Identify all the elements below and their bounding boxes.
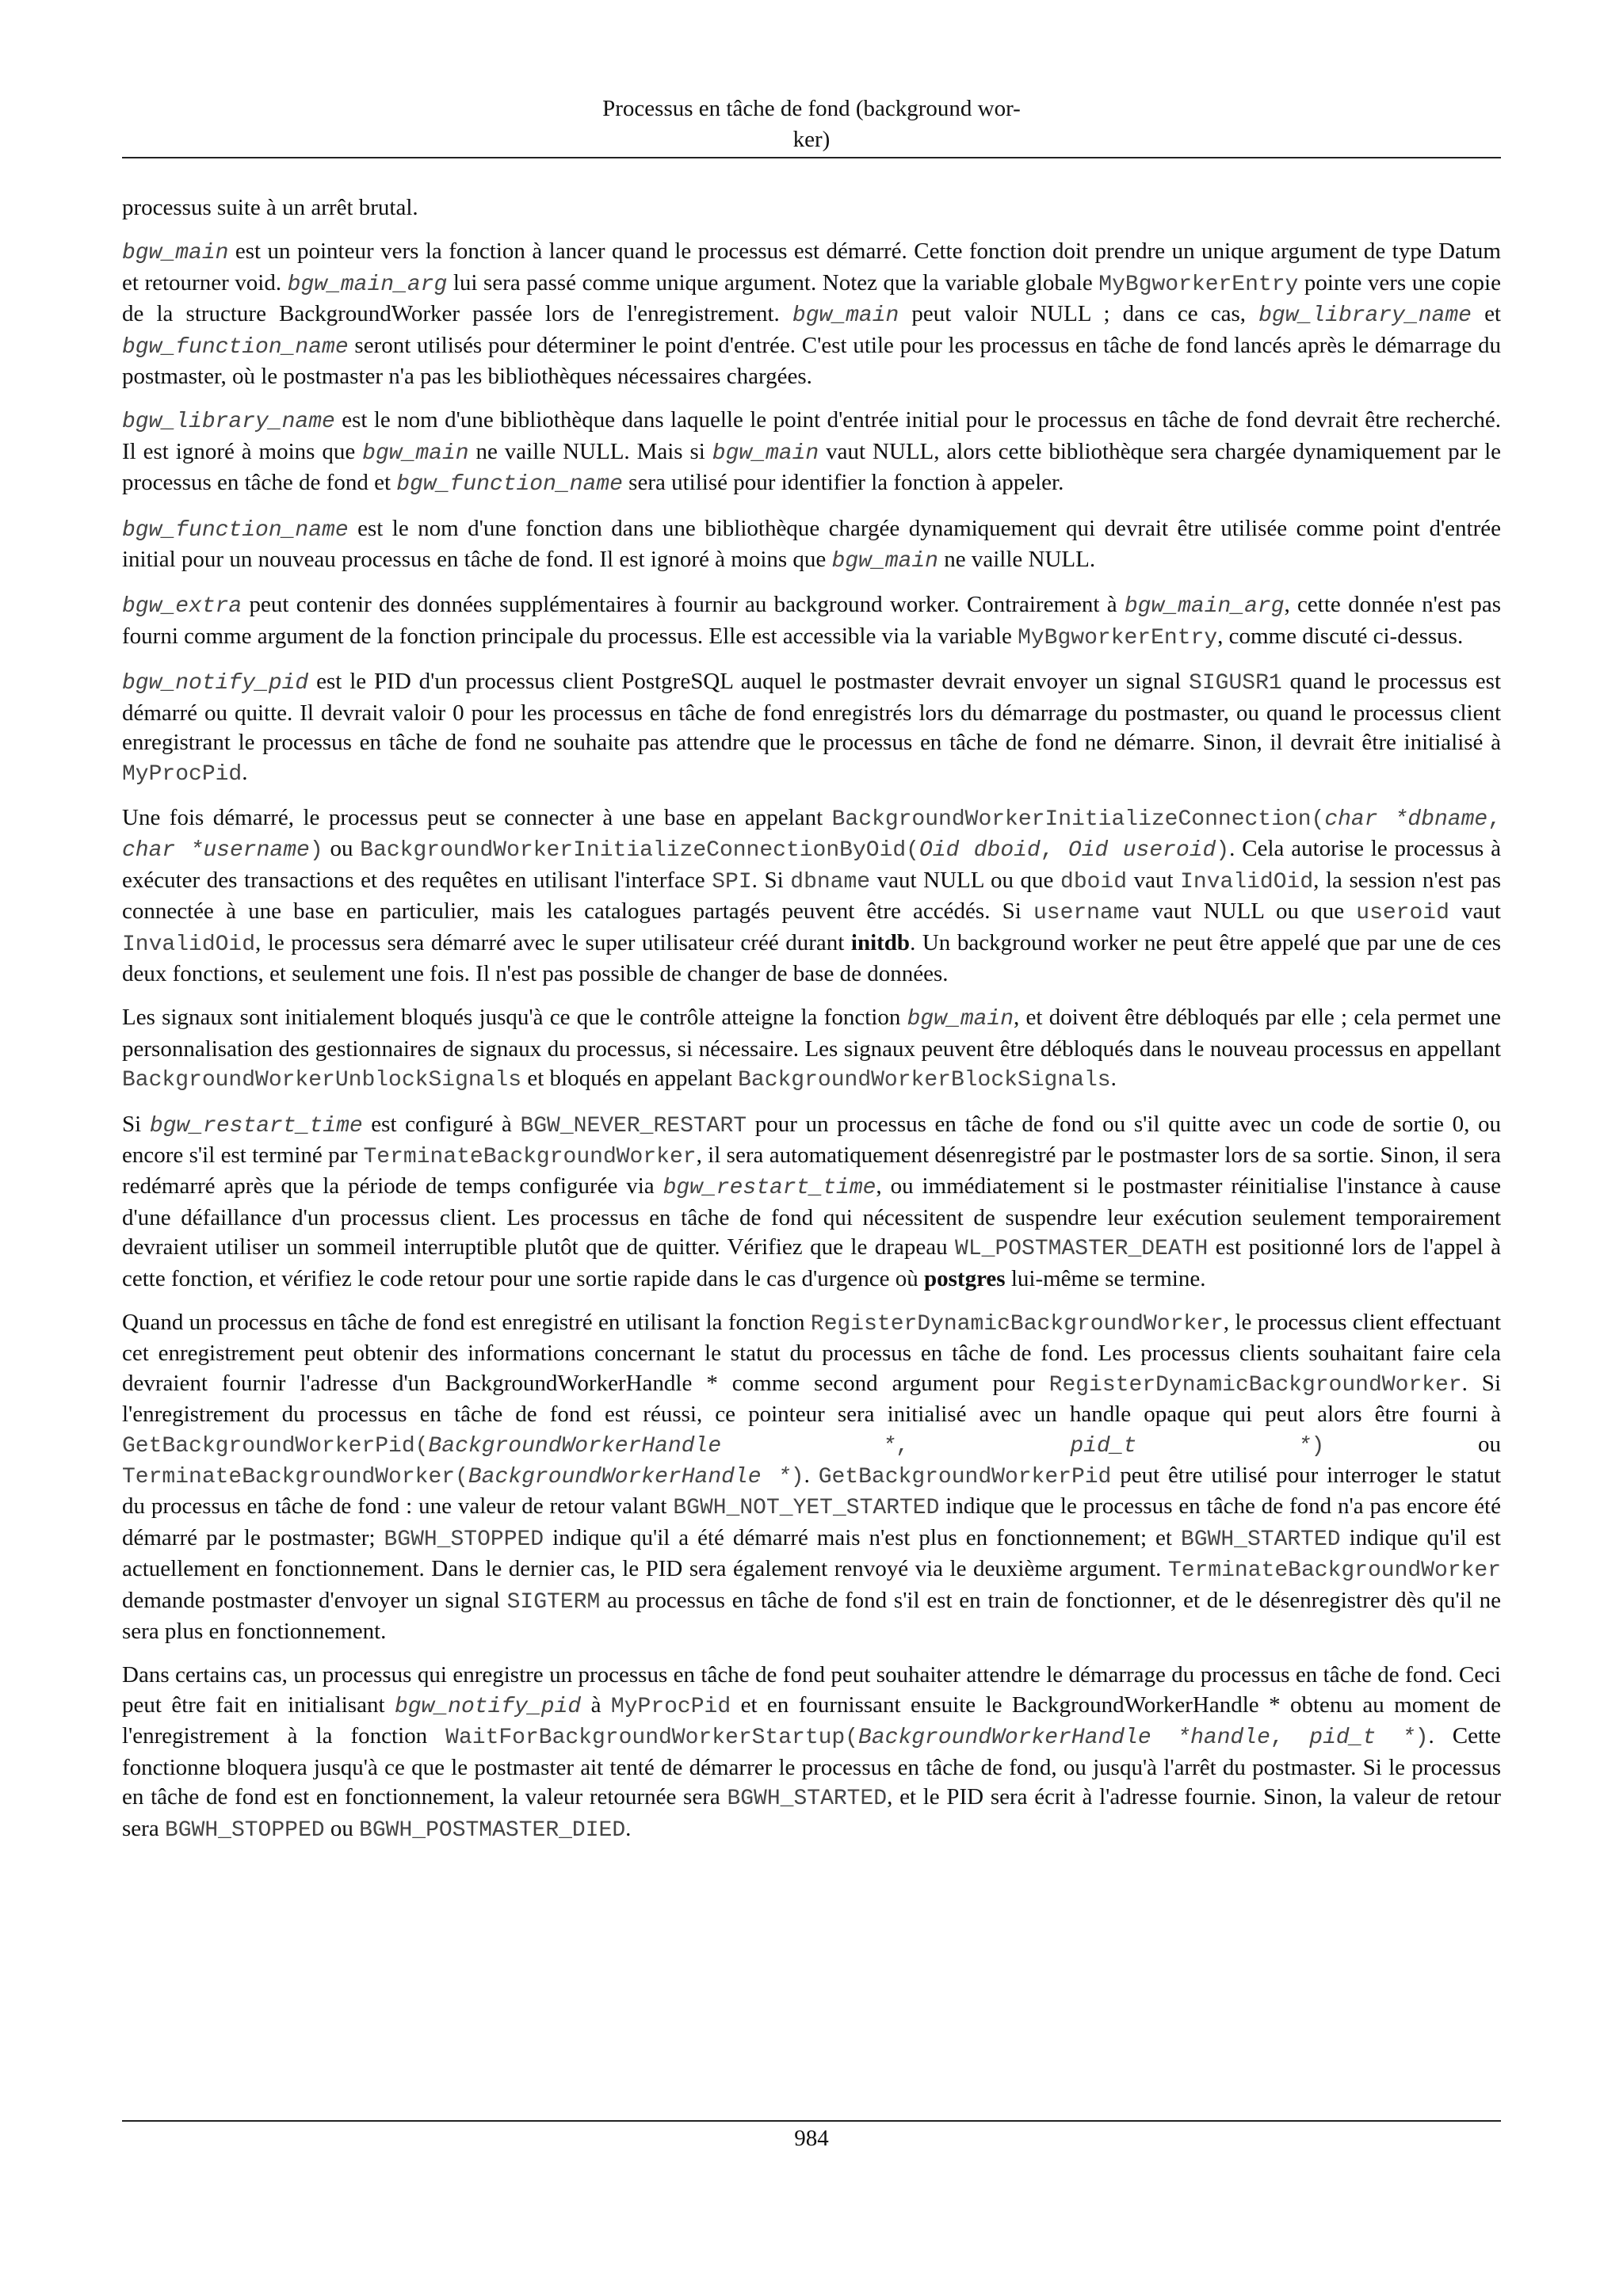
parameter-name: BackgroundWorkerHandle *handle (858, 1726, 1270, 1751)
parameter-name: bgw_restart_time (663, 1176, 876, 1201)
paragraph-signals: Les signaux sont initialement bloqués jusqu'à ce que le contrôle atteigne la fonction bgw_main, et doivent être débloqués par elle ; cela permet une personnalisation des gestionnaires de signaux du processus, si nécessaire. Les signaux peuvent être débloqués dans le nouveau processus en appellant BackgroundWorkerUnblockSignals et bloqués en appelant BackgroundWorkerBlockSignals. (122, 1005, 1501, 1093)
code-literal: MyProcPid (610, 1694, 731, 1719)
code-literal: BGW_NEVER_RESTART (520, 1113, 747, 1138)
paragraph-restart-time: Si bgw_restart_time est configuré à BGW_NEVER_RESTART pour un processus en tâche de fond ou s'il quitte avec un code de sortie 0, ou encore s'il est terminé par TerminateBackgroundWorker, il sera automatiquement désenregistré par le postmaster lors de sa sortie. Sinon, il sera redémarré après que la période de temps configurée via bgw_restart_time, ou immédiatement si le postmaster réinitialise l'instance à cause d'une défaillance d'un processus client. Les processus en tâche de fond qui nécessitent de suspendre leur exécution seulement temporairement devraient utiliser un sommeil interruptible plutôt que de quitter. Vérifiez que le drapeau WL_POSTMASTER_DEATH est positionné lors de l'appel à cette fonction, et vérifiez le code retour pour une sortie rapide dans le cas d'urgence où postgres lui-même se termine. (122, 1111, 1501, 1291)
paragraph-wait-startup: Dans certains cas, un processus qui enregistre un processus en tâche de fond peut souhaiter attendre le démarrage du processus en tâche de fond. Ceci peut être fait en initialisant bgw_notify_pid à MyProcPid et en fournissant ensuite le BackgroundWorkerHandle * obtenu au moment de l'enregistrement à la fonction WaitForBackgroundWorkerStartup(BackgroundWorkerHandle *handle, pid_t *). Cette fonctionne bloquera jusqu'à ce que le postmaster ait tenté de démarrer le processus en tâche de fond, ou jusqu'à l'arrêt du postmaster. Si le processus en tâche de fond est en fonctionnement, la valeur retournée sera BGWH_STARTED, et le PID sera écrit à l'adresse fournie. Sinon, la valeur de retour sera BGWH_STOPPED ou BGWH_POSTMASTER_DIED. (122, 1662, 1501, 1843)
code-literal: BGWH_STARTED (1180, 1527, 1341, 1552)
parameter-name: BackgroundWorkerHandle * (468, 1465, 791, 1490)
parameter-name: Oid dboid (918, 838, 1041, 864)
code-literal: RegisterDynamicBackgroundWorker (1048, 1372, 1462, 1398)
command-name: initdb (850, 929, 911, 955)
parameter-name: char *username (122, 838, 310, 864)
function-signature: WaitForBackgroundWorkerStartup( (445, 1726, 859, 1751)
footer-rule (122, 2120, 1501, 2122)
parameter-name: bgw_notify_pid (122, 671, 309, 696)
parameter-name: bgw_function_name (396, 472, 623, 498)
parameter-name: bgw_main (122, 241, 229, 266)
paragraph-connection: Une fois démarré, le processus peut se connecter à une base en appelant BackgroundWorkerInitializeConnection(char *dbname, char *username) ou BackgroundWorkerInitializeConnectionByOid(Oid dboid, Oid useroid). Cela autorise le processus à exécuter des transactions et des requêtes en utilisant l'interface SPI. Si dbname vaut NULL ou que dboid vaut InvalidOid, la session n'est pas connectée à une base en particulier, mais les catalogues partagés peuvent être accédés. Si username vaut NULL ou que useroid vaut InvalidOid, le processus sera démarré avec le super utilisateur créé durant initdb. Un background worker ne peut être appelé que par une de ces deux fonctions, et seulement une fois. Il n'est pas possible de changer de base de données. (122, 804, 1501, 986)
function-signature: BackgroundWorkerInitializeConnectionByOid( (360, 838, 919, 864)
code-literal: RegisterDynamicBackgroundWorker (810, 1312, 1224, 1337)
code-literal: WL_POSTMASTER_DEATH (955, 1237, 1209, 1262)
code-literal: BackgroundWorkerBlockSignals (738, 1068, 1111, 1093)
code-literal: BGWH_STOPPED (164, 1817, 325, 1843)
code-literal: GetBackgroundWorkerPid (818, 1465, 1112, 1490)
code-literal: BackgroundWorkerUnblockSignals (122, 1068, 522, 1093)
code-literal: BGWH_NOT_YET_STARTED (673, 1496, 940, 1521)
code-literal: MyBgworkerEntry (1098, 272, 1299, 297)
parameter-name: bgw_library_name (122, 410, 335, 435)
code-literal: BGWH_POSTMASTER_DIED (359, 1817, 626, 1843)
page-header (122, 93, 1501, 155)
code-literal: TerminateBackgroundWorker (1167, 1558, 1501, 1584)
parameter-name: bgw_library_name (1258, 303, 1472, 329)
parameter-name: bgw_function_name (122, 334, 349, 360)
command-name: postgres (924, 1265, 1006, 1291)
code-literal: InvalidOid (122, 932, 256, 957)
function-signature: TerminateBackgroundWorker( (122, 1465, 468, 1490)
code-literal: SIGTERM (506, 1589, 601, 1615)
parameter-name: pid_t * (1070, 1433, 1312, 1459)
parameter-name: BackgroundWorkerHandle * (428, 1433, 896, 1459)
function-signature: GetBackgroundWorkerPid( (122, 1433, 429, 1459)
code-literal: SPI (712, 869, 752, 894)
parameter-name: bgw_restart_time (149, 1113, 363, 1138)
paragraph-bgw-main: bgw_main est un pointeur vers la fonction à lancer quand le processus est démarré. Cette fonction doit prendre un unique argument de type Datum et retourner void. bgw_main_arg lui sera passé comme unique argument. Notez que la variable globale MyBgworkerEntry pointe vers une copie de la structure BackgroundWorker passée lors de l'enregistrement. bgw_main peut valoir NULL ; dans ce cas, bgw_library_name et bgw_function_name seront utilisés pour déterminer le point d'entrée. C'est utile pour les processus en tâche de fond lancés après le démarrage du postmaster, où le postmaster n'a pas les bibliothèques nécessaires chargées. (122, 238, 1501, 390)
code-literal: username (1033, 901, 1140, 926)
code-literal: MyProcPid (122, 761, 242, 787)
paragraph-continuation: processus suite à un arrêt brutal. (122, 195, 418, 220)
header-rule (122, 157, 1501, 158)
parameter-name: bgw_extra (122, 594, 242, 620)
parameter-name: bgw_main (792, 303, 899, 329)
parameter-name: bgw_main (831, 549, 938, 574)
parameter-name: pid_t * (1309, 1726, 1415, 1751)
code-literal: dbname (790, 869, 871, 894)
paragraph-bgw-function-name: bgw_function_name est le nom d'une fonction dans une bibliothèque chargée dynamiquement qui devrait être utilisée comme point d'entrée initial pour un nouveau processus en tâche de fond. Il est ignoré à moins que bgw_main ne vaille NULL. (122, 515, 1501, 574)
header-title-line-2: ker) (792, 127, 831, 152)
code-literal: dboid (1060, 869, 1128, 894)
page-body (122, 193, 1501, 1859)
paragraph-bgw-library-name: bgw_library_name est le nom d'une bibliothèque dans laquelle le point d'entrée initial pour le processus en tâche de fond devrait être recherché. Il est ignoré à moins que bgw_main ne vaille NULL. Mais si bgw_main vaut NULL, alors cette bibliothèque sera chargée dynamiquement par le processus en tâche de fond et bgw_function_name sera utilisé pour identifier la fonction à appeler. (122, 407, 1501, 498)
header-title-line-1: Processus en tâche de fond (background wor- (602, 96, 1021, 121)
paragraph-bgw-extra: bgw_extra peut contenir des données supplémentaires à fournir au background worker. Contrairement à bgw_main_arg, cette donnée n'est pas fourni comme argument de la fonction principale du processus. Elle est accessible via la variable MyBgworkerEntry, comme discuté ci-dessus. (122, 592, 1501, 650)
code-literal: InvalidOid (1180, 869, 1314, 894)
code-literal: useroid (1356, 901, 1449, 926)
paragraph-bgw-notify-pid: bgw_notify_pid est le PID d'un processus client PostgreSQL auquel le postmaster devrait envoyer un signal SIGUSR1 quand le processus est démarré ou quitte. Il devrait valoir 0 pour les processus en tâche de fond enregistrés lors du démarrage du postmaster, ou quand le processus client enregistrant le processus en tâche de fond ne souhaite pas attendre que le processus en tâche de fond ne démarre. Sinon, il devrait être initialisé à MyProcPid. (122, 669, 1501, 787)
parameter-name: bgw_main_arg (287, 272, 448, 297)
parameter-name: bgw_main (362, 441, 469, 466)
parameter-name: bgw_main (907, 1007, 1014, 1032)
parameter-name: Oid useroid (1067, 838, 1216, 864)
paragraph-dynamic-registration: Quand un processus en tâche de fond est enregistré en utilisant la fonction RegisterDynamicBackgroundWorker, le processus client effectuant cet enregistrement peut obtenir des informations concernant le statut du processus en tâche de fond. Les processus clients souhaitant faire cela devraient fournir l'adresse d'un BackgroundWorkerHandle * comme second argument pour RegisterDynamicBackgroundWorker. Si l'enregistrement du processus en tâche de fond est réussi, ce pointeur sera initialisé avec un handle opaque qui peut alors être fourni à GetBackgroundWorkerPid(BackgroundWorkerHandle *, pid_t *) ou TerminateBackgroundWorker(BackgroundWorkerHandle *). GetBackgroundWorkerPid peut être utilisé pour interroger le statut du processus en tâche de fond : une valeur de retour valant BGWH_NOT_YET_STARTED indique que le processus en tâche de fond n'a pas encore été démarré par le postmaster; BGWH_STOPPED indique qu'il a été démarré mais n'est plus en fonctionnement; et BGWH_STARTED indique qu'il est actuellement en fonctionnement. Dans le dernier cas, le PID sera également renvoyé via le deuxième argument. TerminateBackgroundWorker demande postmaster d'envoyer un signal SIGTERM au processus en tâche de fond s'il est en train de fonctionner, et de le désenregistrer dès qu'il ne sera plus en fonctionnement. (122, 1310, 1502, 1645)
code-literal: BGWH_STOPPED (384, 1527, 544, 1552)
parameter-name: bgw_function_name (122, 517, 349, 543)
parameter-name: bgw_main (712, 441, 819, 466)
code-literal: MyBgworkerEntry (1018, 625, 1218, 650)
parameter-name: bgw_main_arg (1124, 594, 1285, 620)
parameter-name: bgw_notify_pid (394, 1694, 582, 1719)
parameter-name: char *dbname (1324, 807, 1488, 832)
function-signature: BackgroundWorkerInitializeConnection( (831, 807, 1325, 832)
code-literal: BGWH_STARTED (727, 1787, 888, 1812)
page-number: 984 (794, 2126, 829, 2151)
code-literal: SIGUSR1 (1189, 671, 1282, 696)
code-literal: TerminateBackgroundWorker (363, 1144, 697, 1169)
